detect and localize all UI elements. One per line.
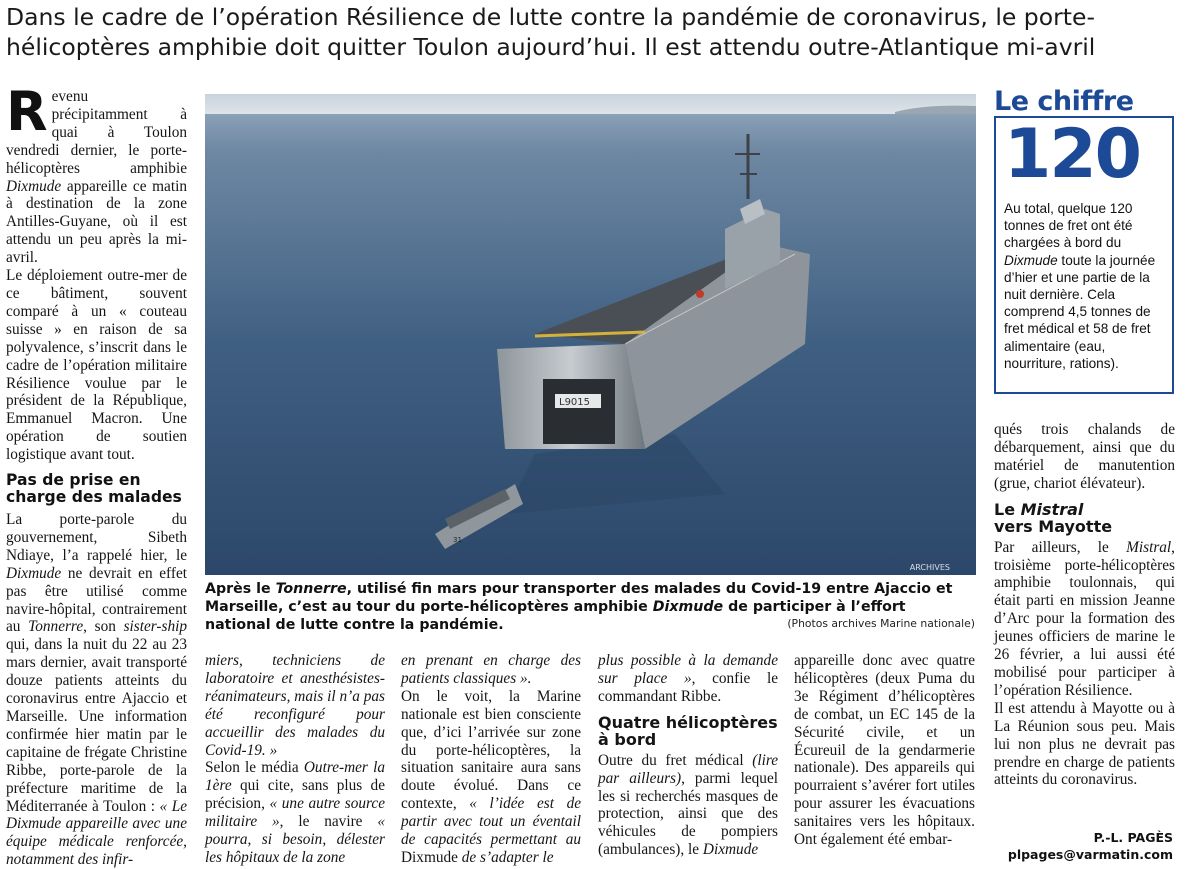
key-figure-title: Le chiffre (994, 86, 1134, 117)
ship-photo (205, 94, 976, 575)
author-email[interactable]: plpages@varmatin.com (1007, 847, 1173, 862)
article-column-2: miers, techniciens de laboratoire et anesthésistes-réanimateurs, mais il n’a pas été reconfiguré pour accueillir des malades du Covid-19. » Selon le média Outre-mer la 1ère qui cite, sans plus de précision, « une autre source militaire », le navire « pourra, si besoin, délester les hôpitaux de la zone (205, 652, 385, 866)
paragraph: La porte-parole du gouvernement, Sibeth Ndiaye, l’a rappelé hier, le Dixmude ne devrait en effet pas être utilisé comme navire-hôpital, contrairement au Tonnerre, son sister-ship qui, dans la nuit du 22 au 23 mars dernier, avait transporté douze patients atteints du coronavirus entre Ajaccio et Marseille. Une information confirmée hier matin par le capitaine de frégate Christine Ribbe, porte-parole de la préfecture maritime de la Méditerranée à Toulon : « Le Dixmude appareille avec une équipe médicale renforcée, notamment des infir- (6, 511, 188, 869)
article-column-4: plus possible à la demande sur place », confie le commandant Ribbe. Quatre hélicoptères à bord Outre du fret médical (lire par ailleurs), parmi lequel les si recherchés masques de protection, ainsi que des véhicules de pompiers (ambulances), le Dixmude (598, 652, 778, 859)
subheading: Quatre hélicoptères à bord (598, 712, 778, 749)
lead-paragraph: Revenu précipitamment à quai à Toulon vendredi dernier, le porte-hélicoptères amphibie Dixmude appareille ce matin à destination de la zone Antilles-Guyane, où il est attendu un peu après la mi-avril. (6, 80, 187, 267)
ship-illustration (205, 94, 976, 575)
paragraph: Le déploiement outre-mer de ce bâtiment, souvent comparé à un « couteau suisse » en raison de sa polyvalence, s’inscrit dans le cadre de l’opération militaire Résilience voulue par le président de la République, Emmanuel Macron. Une opération de soutien logistique avant tout. (6, 267, 187, 464)
archive-watermark: ARCHIVES (909, 563, 950, 572)
article-column-6: qués trois chalands de débarquement, ainsi que du matériel de manutention (grue, chariot élévateur). Le Mistral vers Mayotte Par ailleurs, le Mistral, troisième porte-hélicoptères amphibie toulonnais, qui était parti en mission Jeanne d’Arc pour la formation des jeunes officiers de marine le 26 février, a lui aussi été mobilisé pour participer à l’opération Résilience. Il est attendu à Mayotte ou à La Réunion sous peu. Mais lui non plus ne devrait pas prendre en charge de patients atteints du coronavirus. (994, 421, 1175, 789)
headline (6, 2, 1184, 62)
author-name: P.-L. PAGÈS (1093, 830, 1173, 845)
headline-line-2: hélicoptères amphibie doit quitter Toulon aujourd’hui. Il est attendu outre-Atlantique mi-avril (6, 33, 1096, 61)
article-column-3: en prenant en charge des patients classiques ». On le voit, la Marine nationale est bien consciente que, d’ici l’arrivée sur zone du porte-hélicoptères, la situation sanitaire aura sans doute évolué. Dans ce contexte, « l’idée est de partir avec tout un éventail de capacités permettant au Dixmude de s’adapter le (401, 652, 582, 866)
key-figure-frame (994, 116, 1174, 394)
byline (1008, 829, 1173, 863)
article-column-5: appareille donc avec quatre hélicoptères (deux Puma du 3e Régiment d’hélicoptères de combat, un EC 145 de la Sécurité civile, et un Écureuil de la gendarmerie nationale). Des appareils qui pourraient s’avérer fort utiles pour assurer les évacuations sanitaires vers les hôpitaux. Ont également été embar- (794, 652, 975, 849)
subheading: Le Mistral vers Mayotte (994, 499, 1113, 536)
key-figure-box (994, 88, 1174, 392)
key-figure-number: 120 (1004, 115, 1140, 194)
headline-line-1: Dans le cadre de l’opération Résilience de lutte contre la pandémie de coronavirus, le porte- (6, 3, 1095, 31)
subheading: Pas de prise en charge des malades (6, 471, 182, 507)
hull-number: L9015 (559, 397, 591, 408)
photo-caption: Après le Tonnerre, utilisé fin mars pour transporter des malades du Covid-19 entre Ajaccio et Marseille, c’est au tour du porte-hélicoptères amphibie Dixmude de participer à l’effort national de lutte contre la pandémie. (205, 581, 953, 633)
key-figure-text: Au total, quelque 120 tonnes de fret ont été chargées à bord du Dixmude toute la journée d’hier et une partie de la nuit dernière. Cela comprend 4,5 tonnes de fret médical et 58 de fret alimentaire (eau, nourriture, rations). (1004, 201, 1156, 371)
article-column-1 (6, 80, 188, 869)
boat-number: 31 (453, 536, 462, 544)
photo-credit: (Photos archives Marine nationale) (787, 617, 975, 630)
drop-cap: R (6, 80, 48, 143)
